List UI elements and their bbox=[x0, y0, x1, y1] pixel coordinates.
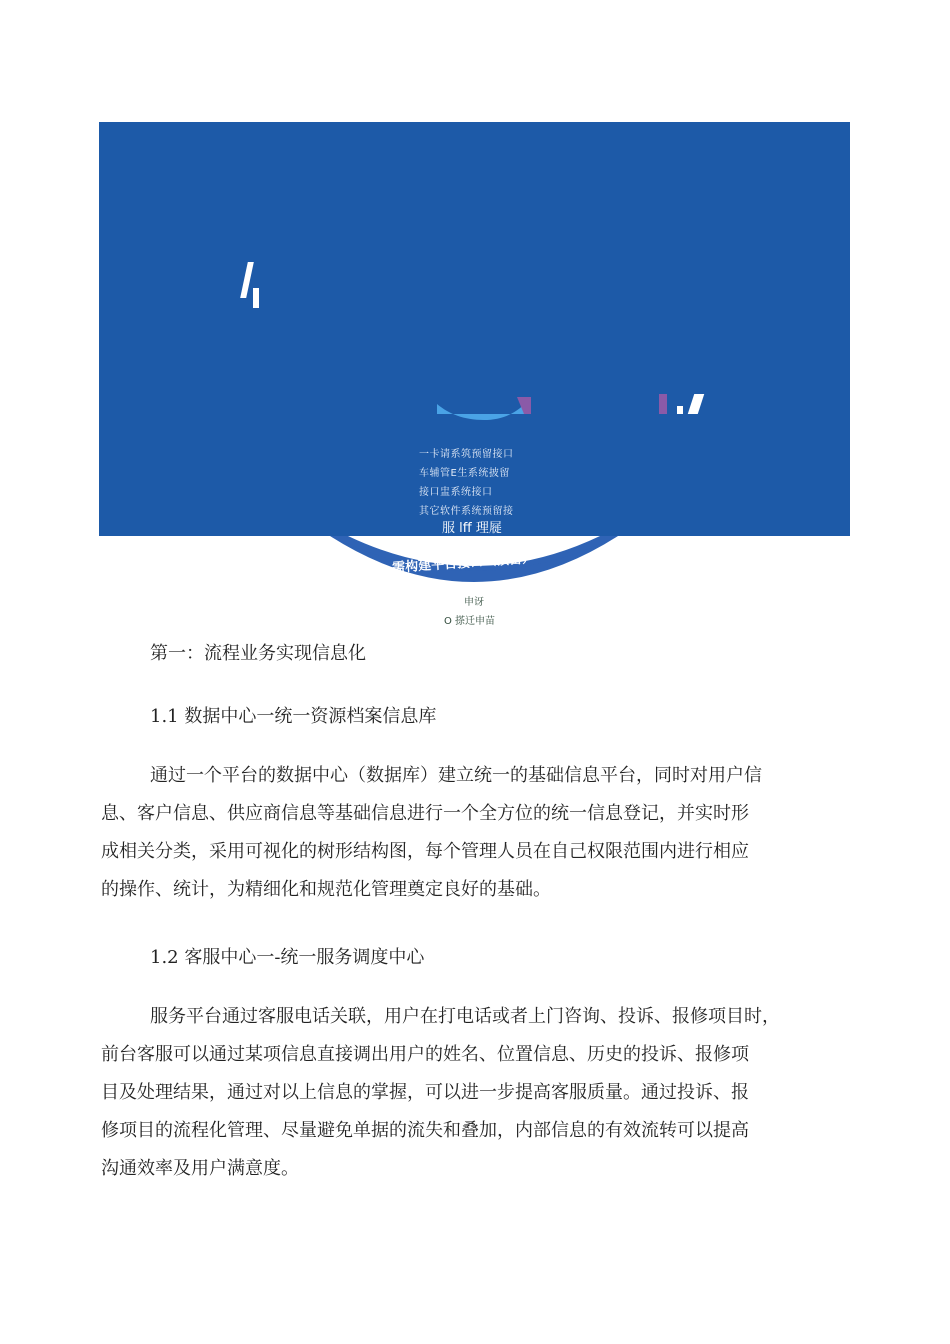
paragraph-1-line: 息、客户信息、供应商信息等基础信息进行一个全方位的统一信息登记，并实时形 bbox=[101, 803, 749, 824]
subsection-heading-1: 1.1 数据中心一统一资源档案信息库 bbox=[150, 706, 437, 727]
paragraph-2-line: 服务平台通过客服电话关联，用户在打电话或者上门咨询、投诉、报修项目时， bbox=[150, 1006, 780, 1027]
paragraph-2-line: 目及处理结果，通过对以上信息的掌握，可以进一步提高客服质量。通过投诉、报 bbox=[101, 1082, 749, 1103]
arc-label: 需构建平台接口（预留） bbox=[391, 551, 536, 576]
paragraph-1-line: 通过一个平台的数据中心（数据库）建立统一的基础信息平台，同时对用户信 bbox=[150, 765, 762, 786]
paragraph-1 bbox=[101, 757, 861, 909]
platform-interface-arc bbox=[0, 0, 950, 640]
interface-line-2: 车辅管E生系统披留 bbox=[419, 468, 510, 479]
below-label-1: 申讶 bbox=[464, 597, 484, 608]
below-label-2: O 搽迁申苗 bbox=[444, 616, 496, 627]
section-heading: 第一：流程业务实现信息化 bbox=[150, 643, 366, 664]
paragraph-1-line: 的操作、统计，为精细化和规范化管理奠定良好的基础。 bbox=[101, 879, 551, 900]
paragraph-2-line: 修项目的流程化管理、尽量避免单据的流失和叠加，内部信息的有效流转可以提高 bbox=[101, 1120, 749, 1141]
paragraph-2-line: 前台客服可以通过某项信息直接调出用户的姓名、位置信息、历史的投诉、报修项 bbox=[101, 1044, 749, 1065]
service-label: 服 lff 理屣 bbox=[442, 521, 502, 536]
paragraph-2 bbox=[101, 998, 861, 1188]
paragraph-2-line: 沟通效率及用户满意度。 bbox=[101, 1158, 299, 1179]
paragraph-1-line: 成相关分类，采用可视化的树形结构图，每个管理人员在自己权限范围内进行相应 bbox=[101, 841, 749, 862]
interface-line-3: 接口盅系统接口 bbox=[419, 487, 493, 498]
subsection-heading-2: 1.2 客服中心一-统一服务调度中心 bbox=[150, 947, 425, 968]
interface-line-4: 其它软件系统预留接 bbox=[419, 506, 514, 517]
interface-line-1: 一卡请系筑预留接口 bbox=[419, 449, 514, 460]
